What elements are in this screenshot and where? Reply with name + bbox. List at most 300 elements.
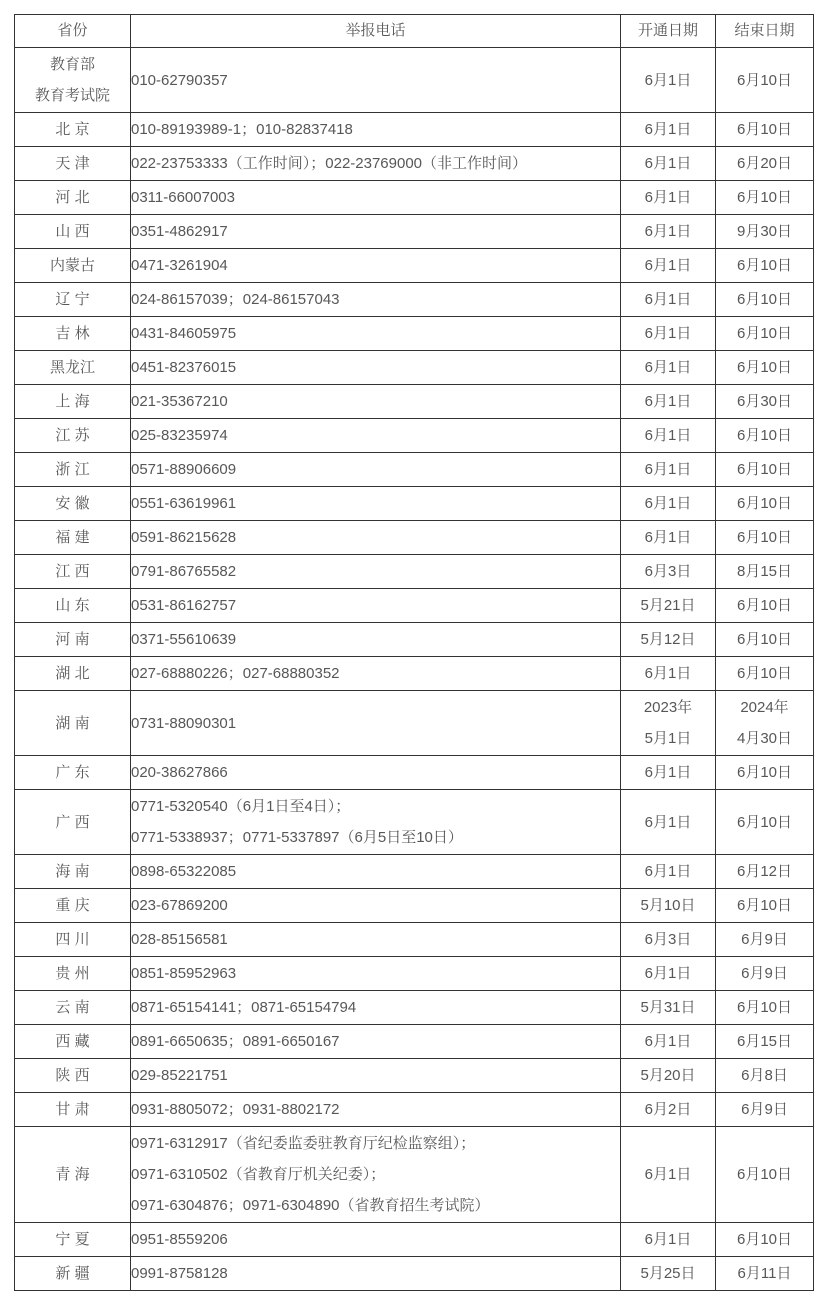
province-cell	[15, 1093, 131, 1127]
province-cell	[15, 419, 131, 453]
cell-line: 6月1日	[644, 257, 692, 274]
cell-line: 0371-55610639	[131, 631, 237, 648]
cell-line: 教育考试院	[34, 87, 110, 104]
end-date-cell	[716, 657, 814, 691]
cell-line: 6月1日	[644, 863, 692, 880]
phone-cell	[131, 1059, 621, 1093]
end-date-cell	[716, 1093, 814, 1127]
province-cell	[15, 1127, 131, 1223]
table-row	[15, 385, 814, 419]
end-date-cell	[716, 385, 814, 419]
end-date-cell	[716, 487, 814, 521]
end-date-cell	[716, 555, 814, 589]
cell-line: 湖 北	[55, 665, 90, 682]
cell-line: 云 南	[55, 999, 90, 1016]
phone-cell	[131, 555, 621, 589]
cell-line: 028-85156581	[131, 931, 228, 948]
phone-cell	[131, 48, 621, 113]
hotline-table	[14, 14, 814, 1291]
end-date-cell	[716, 317, 814, 351]
cell-line: 6月1日	[644, 965, 692, 982]
table-row	[15, 147, 814, 181]
cell-line: 0791-86765582	[131, 563, 237, 580]
phone-cell	[131, 1093, 621, 1127]
open-date-cell	[621, 623, 716, 657]
cell-line: 6月12日	[736, 863, 793, 880]
end-date-cell	[716, 1257, 814, 1291]
open-date-cell	[621, 855, 716, 889]
province-cell	[15, 487, 131, 521]
open-date-cell	[621, 249, 716, 283]
open-date-cell	[621, 691, 716, 756]
cell-line: 6月10日	[736, 897, 793, 914]
province-cell	[15, 113, 131, 147]
end-date-cell	[716, 351, 814, 385]
province-cell	[15, 181, 131, 215]
province-cell	[15, 657, 131, 691]
cell-line: 6月10日	[736, 257, 793, 274]
end-date-cell	[716, 453, 814, 487]
cell-line: 天 津	[55, 155, 90, 172]
cell-line: 5月10日	[640, 897, 696, 914]
table-row	[15, 1127, 814, 1223]
cell-line: 安 徽	[55, 495, 90, 512]
phone-cell	[131, 855, 621, 889]
province-cell	[15, 1025, 131, 1059]
cell-line: 0971-6312917（省纪委监委驻教育厅纪检监察组）；	[131, 1135, 476, 1152]
cell-line: 0551-63619961	[131, 495, 237, 512]
cell-line: 6月10日	[736, 427, 793, 444]
province-cell	[15, 453, 131, 487]
end-date-cell	[716, 691, 814, 756]
cell-line: 教育部	[49, 56, 95, 73]
end-date-cell	[716, 623, 814, 657]
cell-line: 北 京	[55, 121, 90, 138]
province-cell	[15, 923, 131, 957]
open-date-cell	[621, 1025, 716, 1059]
cell-line: 新 疆	[55, 1265, 90, 1282]
cell-line: 6月10日	[736, 461, 793, 478]
end-date-cell	[716, 957, 814, 991]
phone-cell	[131, 957, 621, 991]
phone-cell	[131, 385, 621, 419]
table-row	[15, 555, 814, 589]
cell-line: 0431-84605975	[131, 325, 237, 342]
cell-line: 辽 宁	[55, 291, 90, 308]
end-date-cell	[716, 589, 814, 623]
phone-cell	[131, 756, 621, 790]
open-date-cell	[621, 283, 716, 317]
end-date-cell	[716, 147, 814, 181]
cell-line: 6月1日	[644, 189, 692, 206]
cell-line: 029-85221751	[131, 1067, 228, 1084]
end-date-cell	[716, 855, 814, 889]
province-cell	[15, 691, 131, 756]
cell-line: 5月20日	[640, 1067, 696, 1084]
table-row	[15, 521, 814, 555]
cell-line: 青 海	[55, 1166, 90, 1183]
cell-line: 023-67869200	[131, 897, 228, 914]
cell-line: 6月10日	[736, 631, 793, 648]
province-cell	[15, 147, 131, 181]
open-date-cell	[621, 487, 716, 521]
table-row	[15, 623, 814, 657]
cell-line: 6月3日	[644, 931, 692, 948]
open-date-cell	[621, 555, 716, 589]
cell-line: 江 西	[55, 563, 90, 580]
cell-line: 陕 西	[55, 1067, 90, 1084]
cell-line: 6月1日	[644, 291, 692, 308]
cell-line: 5月25日	[640, 1265, 696, 1282]
table-row	[15, 889, 814, 923]
province-cell	[15, 48, 131, 113]
cell-line: 河 南	[55, 631, 90, 648]
cell-line: 010-62790357	[131, 71, 228, 89]
cell-line: 5月12日	[640, 631, 696, 648]
open-date-cell	[621, 1059, 716, 1093]
cell-line: 6月1日	[644, 427, 692, 444]
cell-line: 6月11日	[737, 1265, 792, 1282]
cell-line: 6月9日	[741, 931, 788, 948]
table-row	[15, 48, 814, 113]
header-row	[15, 15, 814, 48]
table-row	[15, 351, 814, 385]
phone-cell	[131, 991, 621, 1025]
province-cell	[15, 957, 131, 991]
end-date-cell	[716, 283, 814, 317]
cell-line: 0471-3261904	[131, 257, 228, 274]
cell-line: 6月1日	[644, 359, 692, 376]
table-row	[15, 1025, 814, 1059]
phone-cell	[131, 351, 621, 385]
end-date-cell	[716, 1127, 814, 1223]
province-cell	[15, 283, 131, 317]
phone-cell	[131, 1127, 621, 1223]
cell-line: 6月10日	[736, 495, 793, 512]
open-date-cell	[621, 1223, 716, 1257]
cell-line: 027-68880226；027-68880352	[131, 665, 340, 682]
end-date-cell	[716, 113, 814, 147]
phone-cell	[131, 147, 621, 181]
province-cell	[15, 351, 131, 385]
cell-line: 江 苏	[55, 427, 90, 444]
cell-line: 河 北	[55, 189, 90, 206]
cell-line: 0898-65322085	[131, 863, 237, 880]
province-cell	[15, 589, 131, 623]
open-date-cell	[621, 385, 716, 419]
table-row	[15, 249, 814, 283]
cell-line: 8月15日	[736, 563, 793, 580]
table-row	[15, 317, 814, 351]
cell-line: 6月1日	[644, 495, 692, 512]
open-date-cell	[621, 521, 716, 555]
open-date-cell	[621, 589, 716, 623]
table-row	[15, 487, 814, 521]
cell-line: 6月8日	[741, 1067, 788, 1084]
cell-line: 重 庆	[55, 897, 90, 914]
cell-line: 5月21日	[640, 597, 696, 614]
cell-line: 内蒙古	[49, 257, 95, 274]
open-date-cell	[621, 957, 716, 991]
province-cell	[15, 555, 131, 589]
phone-cell	[131, 589, 621, 623]
column-header: 结束日期	[716, 15, 814, 48]
province-cell	[15, 317, 131, 351]
column-header: 省份	[15, 15, 131, 48]
cell-line: 6月10日	[736, 1166, 793, 1183]
table-row	[15, 589, 814, 623]
table-row	[15, 691, 814, 756]
cell-line: 6月10日	[736, 325, 793, 342]
end-date-cell	[716, 923, 814, 957]
open-date-cell	[621, 453, 716, 487]
cell-line: 6月10日	[736, 121, 793, 138]
cell-line: 吉 林	[55, 325, 90, 342]
cell-line: 0351-4862917	[131, 223, 228, 240]
open-date-cell	[621, 923, 716, 957]
province-cell	[15, 756, 131, 790]
cell-line: 6月1日	[644, 1166, 692, 1183]
phone-cell	[131, 790, 621, 855]
province-cell	[15, 249, 131, 283]
end-date-cell	[716, 889, 814, 923]
table-row	[15, 181, 814, 215]
province-cell	[15, 521, 131, 555]
cell-line: 024-86157039；024-86157043	[131, 291, 340, 308]
table-row	[15, 923, 814, 957]
open-date-cell	[621, 215, 716, 249]
open-date-cell	[621, 1257, 716, 1291]
cell-line: 山 东	[55, 597, 90, 614]
cell-line: 0591-86215628	[131, 529, 237, 546]
cell-line: 0451-82376015	[131, 359, 237, 376]
cell-line: 6月1日	[644, 155, 692, 172]
end-date-cell	[716, 991, 814, 1025]
cell-line: 6月10日	[736, 359, 793, 376]
cell-line: 0891-6650635；0891-6650167	[131, 1033, 340, 1050]
cell-line: 福 建	[55, 529, 90, 546]
cell-line: 6月1日	[644, 223, 692, 240]
cell-line: 0971-6310502（省教育厅机关纪委）；	[131, 1166, 386, 1183]
cell-line: 6月10日	[736, 813, 793, 831]
open-date-cell	[621, 317, 716, 351]
cell-line: 6月30日	[736, 393, 793, 410]
cell-line: 0971-6304876；0971-6304890（省教育招生考试院）	[131, 1197, 490, 1214]
phone-cell	[131, 317, 621, 351]
cell-line: 0771-5338937；0771-5337897（6月5日至10日）	[131, 829, 463, 846]
cell-line: 6月10日	[736, 597, 793, 614]
open-date-cell	[621, 889, 716, 923]
cell-line: 6月10日	[736, 1231, 793, 1248]
end-date-cell	[716, 521, 814, 555]
open-date-cell	[621, 48, 716, 113]
table-row	[15, 657, 814, 691]
end-date-cell	[716, 48, 814, 113]
cell-line: 西 藏	[55, 1033, 90, 1050]
cell-line: 0851-85952963	[131, 965, 237, 982]
province-cell	[15, 790, 131, 855]
table-row	[15, 215, 814, 249]
end-date-cell	[716, 756, 814, 790]
province-cell	[15, 855, 131, 889]
end-date-cell	[716, 419, 814, 453]
cell-line: 6月1日	[644, 325, 692, 342]
table-row	[15, 453, 814, 487]
end-date-cell	[716, 1223, 814, 1257]
open-date-cell	[621, 657, 716, 691]
open-date-cell	[621, 790, 716, 855]
end-date-cell	[716, 1059, 814, 1093]
open-date-cell	[621, 113, 716, 147]
cell-line: 0731-88090301	[131, 714, 237, 732]
cell-line: 5月1日	[644, 730, 692, 747]
province-cell	[15, 623, 131, 657]
cell-line: 6月1日	[644, 813, 692, 831]
cell-line: 贵 州	[55, 965, 90, 982]
cell-line: 6月20日	[736, 155, 793, 172]
cell-line: 2024年	[740, 699, 789, 716]
phone-cell	[131, 249, 621, 283]
hotline-table-container	[14, 14, 814, 1291]
open-date-cell	[621, 1127, 716, 1223]
open-date-cell	[621, 1093, 716, 1127]
province-cell	[15, 889, 131, 923]
phone-cell	[131, 419, 621, 453]
cell-line: 上 海	[55, 393, 90, 410]
cell-line: 6月1日	[644, 764, 692, 781]
table-row	[15, 855, 814, 889]
table-row	[15, 1093, 814, 1127]
cell-line: 四 川	[55, 931, 90, 948]
table-row	[15, 113, 814, 147]
end-date-cell	[716, 181, 814, 215]
table-row	[15, 283, 814, 317]
cell-line: 4月30日	[736, 730, 793, 747]
phone-cell	[131, 521, 621, 555]
table-body	[15, 48, 814, 1291]
table-row	[15, 790, 814, 855]
phone-cell	[131, 181, 621, 215]
table-row	[15, 957, 814, 991]
open-date-cell	[621, 991, 716, 1025]
end-date-cell	[716, 215, 814, 249]
cell-line: 6月10日	[736, 71, 793, 89]
cell-line: 广 东	[55, 764, 90, 781]
phone-cell	[131, 1223, 621, 1257]
cell-line: 2023年	[643, 699, 693, 716]
cell-line: 浙 江	[55, 461, 90, 478]
cell-line: 黑龙江	[49, 359, 95, 376]
column-header: 举报电话	[131, 15, 621, 48]
cell-line: 5月31日	[640, 999, 696, 1016]
cell-line: 6月9日	[741, 965, 788, 982]
phone-cell	[131, 283, 621, 317]
cell-line: 0991-8758128	[131, 1265, 228, 1282]
phone-cell	[131, 623, 621, 657]
cell-line: 6月1日	[644, 121, 692, 138]
phone-cell	[131, 657, 621, 691]
cell-line: 022-23753333（工作时间）；022-23769000（非工作时间）	[131, 155, 528, 172]
province-cell	[15, 385, 131, 419]
cell-line: 9月30日	[736, 223, 793, 240]
cell-line: 广 西	[55, 813, 90, 831]
cell-line: 6月2日	[644, 1101, 692, 1118]
province-cell	[15, 991, 131, 1025]
cell-line: 6月10日	[736, 764, 793, 781]
table-row	[15, 756, 814, 790]
cell-line: 6月10日	[736, 189, 793, 206]
cell-line: 0571-88906609	[131, 461, 237, 478]
cell-line: 0311-66007003	[131, 189, 235, 206]
cell-line: 6月1日	[644, 529, 692, 546]
cell-line: 0771-5320540（6月1日至4日）；	[131, 798, 351, 815]
cell-line: 甘 肃	[55, 1101, 90, 1118]
open-date-cell	[621, 756, 716, 790]
cell-line: 宁 夏	[55, 1231, 90, 1248]
cell-line: 0931-8805072；0931-8802172	[131, 1101, 340, 1118]
province-cell	[15, 215, 131, 249]
province-cell	[15, 1257, 131, 1291]
table-row	[15, 1059, 814, 1093]
cell-line: 海 南	[55, 863, 90, 880]
open-date-cell	[621, 351, 716, 385]
column-header: 开通日期	[621, 15, 716, 48]
cell-line: 山 西	[55, 223, 90, 240]
table-row	[15, 991, 814, 1025]
phone-cell	[131, 691, 621, 756]
cell-line: 0531-86162757	[131, 597, 237, 614]
cell-line: 010-89193989-1；010-82837418	[131, 121, 353, 138]
cell-line: 6月3日	[644, 563, 692, 580]
cell-line: 6月10日	[736, 665, 793, 682]
cell-line: 6月1日	[644, 71, 692, 89]
cell-line: 6月10日	[736, 529, 793, 546]
cell-line: 6月1日	[644, 665, 692, 682]
open-date-cell	[621, 147, 716, 181]
open-date-cell	[621, 419, 716, 453]
phone-cell	[131, 215, 621, 249]
province-cell	[15, 1059, 131, 1093]
table-row	[15, 419, 814, 453]
cell-line: 6月10日	[736, 999, 793, 1016]
cell-line: 0871-65154141；0871-65154794	[131, 999, 357, 1016]
phone-cell	[131, 113, 621, 147]
phone-cell	[131, 923, 621, 957]
cell-line: 6月1日	[644, 1231, 692, 1248]
phone-cell	[131, 1257, 621, 1291]
cell-line: 6月1日	[644, 461, 692, 478]
open-date-cell	[621, 181, 716, 215]
end-date-cell	[716, 1025, 814, 1059]
cell-line: 6月15日	[736, 1033, 793, 1050]
phone-cell	[131, 453, 621, 487]
end-date-cell	[716, 249, 814, 283]
phone-cell	[131, 1025, 621, 1059]
cell-line: 湖 南	[55, 714, 90, 732]
phone-cell	[131, 487, 621, 521]
cell-line: 6月1日	[644, 393, 692, 410]
cell-line: 0951-8559206	[131, 1231, 228, 1248]
province-cell	[15, 1223, 131, 1257]
phone-cell	[131, 889, 621, 923]
end-date-cell	[716, 790, 814, 855]
cell-line: 020-38627866	[131, 764, 228, 781]
table-row	[15, 1257, 814, 1291]
cell-line: 021-35367210	[131, 393, 228, 410]
cell-line: 6月9日	[741, 1101, 788, 1118]
cell-line: 6月10日	[736, 291, 793, 308]
table-row	[15, 1223, 814, 1257]
